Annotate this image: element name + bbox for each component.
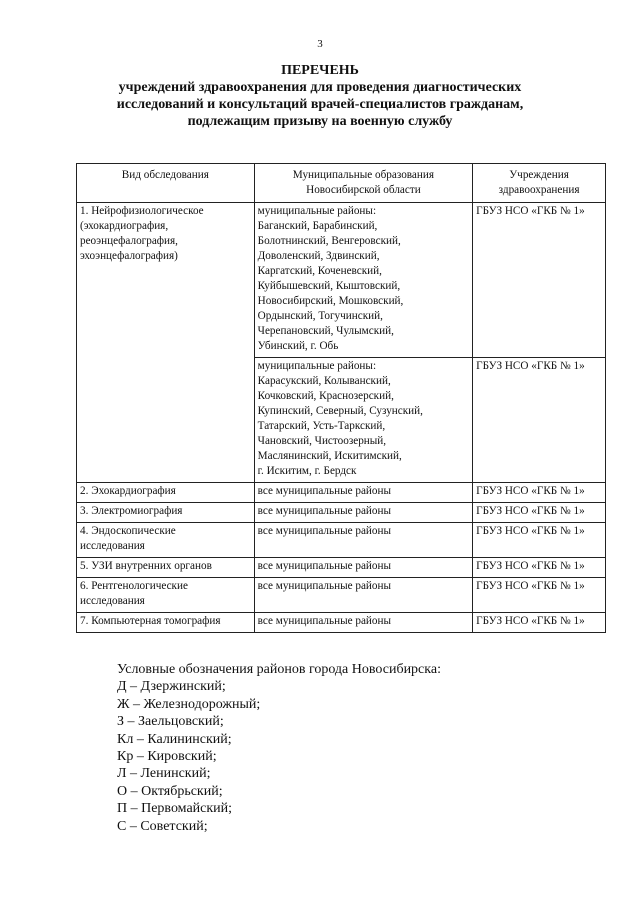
subtitle-line: подлежащим призыву на военную службу — [187, 114, 453, 129]
legend-item: Кл – Калининский; — [117, 731, 232, 747]
header-line: здравоохранения — [498, 184, 580, 196]
municipality-line: все муниципальные районы — [257, 525, 392, 537]
table-row — [77, 558, 606, 578]
institution-name: ГБУЗ НСО «ГКБ № 1» — [476, 485, 585, 497]
cell-institution — [473, 203, 606, 358]
cell-institution — [473, 613, 606, 633]
cell-municipalities — [254, 523, 473, 558]
exam-line: эхоэнцефалография) — [80, 250, 178, 262]
municipality-line: муниципальные районы: — [257, 360, 377, 372]
legend-item: Д – Дзержинский; — [117, 679, 226, 695]
cell-institution — [473, 358, 606, 483]
legend-heading: Условные обозначения районов города Новосибирска: — [117, 662, 441, 677]
legend-item: Ж – Железнодорожный; — [117, 696, 261, 712]
municipality-line: муниципальные районы: — [257, 205, 377, 217]
header-line: Новосибирской области — [306, 184, 421, 196]
cell-municipalities — [254, 578, 473, 613]
municipality-line: Маслянинский, Искитимский, — [257, 450, 402, 462]
municipality-line: Баганский, Барабинский, — [257, 220, 378, 232]
table-row — [77, 523, 606, 558]
municipality-line: Доволенский, Здвинский, — [257, 250, 380, 262]
institution-name: ГБУЗ НСО «ГКБ № 1» — [476, 525, 585, 537]
municipality-line: Болотнинский, Венгеровский, — [257, 235, 401, 247]
table-row — [77, 613, 606, 633]
municipality-line: все муниципальные районы — [257, 560, 392, 572]
exam-line: 1. Нейрофизиологическое — [80, 205, 204, 217]
document-subtitle — [40, 79, 600, 130]
cell-institution — [473, 558, 606, 578]
municipality-line: все муниципальные районы — [257, 505, 392, 517]
municipality-line: Черепановский, Чулымский, — [257, 325, 394, 337]
cell-exam-type — [77, 613, 255, 633]
cell-municipalities — [254, 613, 473, 633]
page-number: 3 — [317, 38, 323, 50]
cell-municipalities — [254, 483, 473, 503]
cell-institution — [473, 523, 606, 558]
municipality-line: все муниципальные районы — [257, 580, 392, 592]
subtitle-line: исследований и консультаций врачей-специалистов гражданам, — [116, 97, 524, 112]
institution-name: ГБУЗ НСО «ГКБ № 1» — [476, 615, 585, 627]
cell-municipalities — [254, 503, 473, 523]
exam-line: 6. Рентгенологические — [80, 580, 188, 592]
institution-name: ГБУЗ НСО «ГКБ № 1» — [476, 360, 585, 372]
table-header-row — [77, 164, 606, 203]
exam-line: 7. Компьютерная томография — [80, 615, 221, 627]
district-legend — [117, 661, 617, 835]
municipality-line: Каргатский, Коченевский, — [257, 265, 382, 277]
header-exam-type — [77, 164, 255, 203]
exam-line: реоэнцефалография, — [80, 235, 178, 247]
institution-name: ГБУЗ НСО «ГКБ № 1» — [476, 580, 585, 592]
municipality-line: Купинский, Северный, Сузунский, — [257, 405, 423, 417]
institution-name: ГБУЗ НСО «ГКБ № 1» — [476, 560, 585, 572]
subtitle-line: учреждений здравоохранения для проведения диагностических — [118, 80, 522, 95]
exam-line: (эхокардиография, — [80, 220, 169, 232]
institution-name: ГБУЗ НСО «ГКБ № 1» — [476, 205, 585, 217]
exam-line: 3. Электромиография — [80, 505, 183, 517]
legend-item: Кр – Кировский; — [117, 749, 217, 765]
municipality-line: Татарский, Усть-Таркский, — [257, 420, 386, 432]
exam-line: исследования — [80, 540, 145, 552]
municipality-line: г. Искитим, г. Бердск — [257, 465, 357, 477]
cell-exam-type — [77, 503, 255, 523]
legend-item: З – Заельцовский; — [117, 714, 224, 730]
exam-line: исследования — [80, 595, 145, 607]
document-title: ПЕРЕЧЕНЬ — [281, 63, 359, 78]
header-line: Учреждения — [509, 169, 569, 181]
cell-institution — [473, 503, 606, 523]
cell-exam-type — [77, 523, 255, 558]
header-line: Муниципальные образования — [292, 169, 435, 181]
cell-exam-type — [77, 558, 255, 578]
municipality-line: Убинский, г. Обь — [257, 340, 339, 352]
table-row — [77, 483, 606, 503]
legend-items — [117, 678, 617, 835]
municipality-line: Кочковский, Краснозерский, — [257, 390, 394, 402]
municipality-line: все муниципальные районы — [257, 485, 392, 497]
cell-municipalities — [254, 203, 473, 358]
table-body — [77, 203, 606, 633]
exam-line: 2. Эхокардиография — [80, 485, 176, 497]
institution-name: ГБУЗ НСО «ГКБ № 1» — [476, 505, 585, 517]
cell-exam-type — [77, 483, 255, 503]
cell-exam-type — [77, 203, 255, 483]
municipality-line: Ордынский, Тогучинский, — [257, 310, 383, 322]
cell-municipalities — [254, 358, 473, 483]
cell-municipalities — [254, 558, 473, 578]
header-institutions — [473, 164, 606, 203]
table-row — [77, 203, 606, 358]
institutions-table — [76, 163, 606, 633]
municipality-line: Новосибирский, Мошковский, — [257, 295, 404, 307]
cell-institution — [473, 483, 606, 503]
legend-item: П – Первомайский; — [117, 801, 233, 817]
header-line: Вид обследования — [121, 169, 209, 181]
municipality-line: Чановский, Чистоозерный, — [257, 435, 387, 447]
legend-item: С – Советский; — [117, 818, 208, 834]
legend-item: О – Октябрьский; — [117, 783, 223, 799]
cell-institution — [473, 578, 606, 613]
legend-item: Л – Ленинский; — [117, 766, 211, 782]
header-municipalities — [254, 164, 473, 203]
table-row — [77, 503, 606, 523]
table-row — [77, 578, 606, 613]
municipality-line: все муниципальные районы — [257, 615, 392, 627]
cell-exam-type — [77, 578, 255, 613]
exam-line: 5. УЗИ внутренних органов — [80, 560, 212, 572]
exam-line: 4. Эндоскопические — [80, 525, 176, 537]
municipality-line: Карасукский, Колыванский, — [257, 375, 391, 387]
municipality-line: Куйбышевский, Кыштовский, — [257, 280, 401, 292]
